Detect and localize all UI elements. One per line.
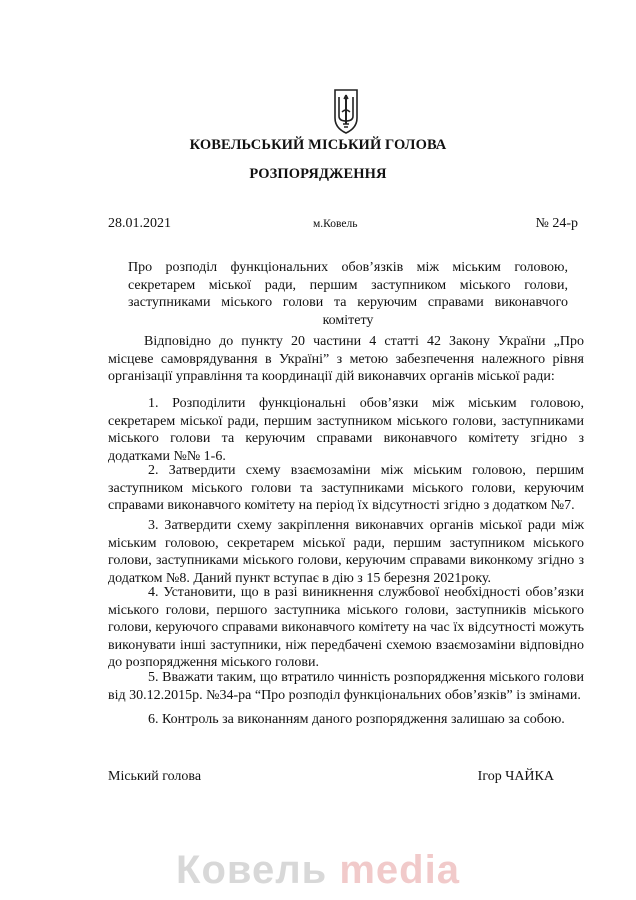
item-1-text: 1. Розподілити функціональні обов’язки між міським головою, секретарем міської ради, першим заступником міського голови, заступниками міського голови та керуючим справами виконавчого комітету згідно з додатками №№ 1-6. bbox=[108, 396, 584, 464]
list-item bbox=[108, 462, 584, 515]
document-type-title: РОЗПОРЯДЖЕННЯ bbox=[249, 166, 387, 182]
trident-coat-of-arms-icon bbox=[331, 88, 361, 134]
watermark-part-1: Ковель bbox=[176, 848, 328, 892]
list-item bbox=[108, 395, 584, 465]
list-item bbox=[108, 669, 584, 704]
item-6-text: 6. Контроль за виконанням даного розпорядження залишаю за собою. bbox=[148, 712, 565, 727]
watermark bbox=[0, 848, 636, 892]
list-item bbox=[108, 517, 584, 587]
watermark-part-2: media bbox=[339, 848, 460, 892]
item-2-text: 2. Затвердити схему взаємозаміни між міським головою, першим заступником міського голови та заступниками міського голови, керуючим справами виконавчого комітету на період їх відсутності згідно з додатком №7. bbox=[108, 463, 584, 513]
document-subject: Про розподіл функціональних обов’язків між міським головою, секретарем міської ради, першим заступником міського голови, заступниками міського голови та керуючим справами виконавчого комітету bbox=[128, 260, 568, 328]
official-title: КОВЕЛЬСЬКИЙ МІСЬКИЙ ГОЛОВА bbox=[189, 137, 447, 153]
item-5-text: 5. Вважати таким, що втратило чинність розпорядження міського голови від 30.12.2015р. №34-ра “Про розподіл функціональних обов’язків” із змінами. bbox=[108, 670, 584, 703]
signatory-name: Ігор ЧАЙКА bbox=[477, 769, 554, 784]
item-4-text: 4. Установити, що в разі виникнення службової необхідності обов’язки міського голови, першого заступника міського голови, заступників міського голови, керуючого справами виконавчого комітету на час їх відсутності можуть виконувати інші заступники, ніж передбачені схемою взаємозаміни відповідно до розпорядження міського голови. bbox=[108, 585, 584, 670]
item-3-text: 3. Затвердити схему закріплення виконавчих органів міської ради між міським головою, секретарем міської ради, першим заступником міського голови, заступниками міського голови, керуючим справами виконкому згідно з додатком №8. Даний пункт вступає в дію з 15 березня 2021року. bbox=[108, 518, 584, 586]
document-number: № 24-р bbox=[535, 216, 578, 231]
intro-text: Відповідно до пункту 20 частини 4 статті 42 Закону України „Про місцеве самоврядування в Україні” з метою забезпечення належного рівня організації управління та координації дій виконавчих органів міської ради: bbox=[108, 334, 584, 384]
intro-paragraph bbox=[108, 333, 584, 386]
document-date: 28.01.2021 bbox=[108, 216, 171, 231]
list-item bbox=[108, 584, 584, 672]
document-city: м.Ковель bbox=[313, 218, 358, 230]
list-item bbox=[108, 711, 584, 729]
signatory-position: Міський голова bbox=[108, 769, 202, 784]
